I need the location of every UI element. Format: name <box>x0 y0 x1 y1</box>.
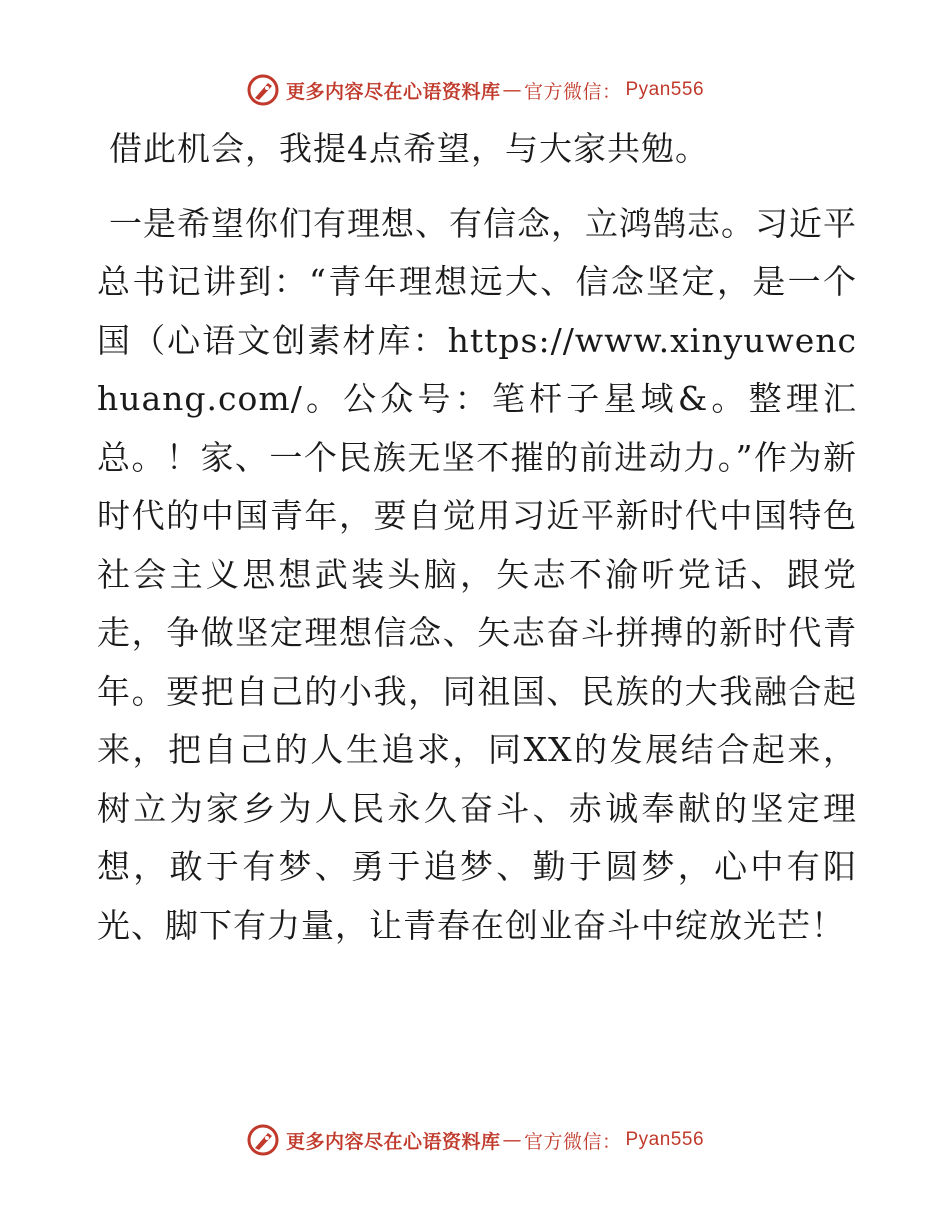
watermark-dash: — <box>502 1129 522 1151</box>
watermark-wechat-id: Pyan556 <box>625 1129 705 1150</box>
document-body <box>97 120 857 955</box>
paragraph-intro: 借此机会，我提4点希望，与大家共勉。 <box>109 129 709 168</box>
watermark-wechat-label: 官方微信： <box>523 1130 622 1153</box>
pen-nib-logo-icon <box>246 1123 280 1157</box>
pen-nib-logo-icon <box>246 73 280 107</box>
paragraph-point-one: 一是希望你们有理想、有信念，立鸿鹄志。习近平总书记讲到：“青年理想远大、信念坚定，是一个国（心语文创素材库：https://www.xinyuwenchuang.com/。公众号：笔杆子星域&。整理汇总。！家、一个民族无坚不摧的前进动力。”作为新时代的中国青年，要自觉用习近平新时代中国特色社会主义思想武装头脑，矢志不渝听党话、跟党走，争做坚定理想信念、矢志奋斗拼搏的新时代青年。要把自己的小我，同祖国、民族的大我融合起来，把自己的人生追求，同XX的发展结合起来，树立为家乡为人民永久奋斗、赤诚奉献的坚定理想，敢于有梦、勇于追梦、勤于圆梦，心中有阳光、脚下有力量，让青春在创业奋斗中绽放光芒！ <box>97 203 857 945</box>
header-watermark <box>0 70 950 110</box>
watermark-dash: — <box>502 79 522 101</box>
footer-watermark <box>0 1120 950 1160</box>
watermark-main-text: 更多内容尽在心语资料库 <box>285 80 501 103</box>
watermark-wechat-label: 官方微信： <box>523 80 622 103</box>
watermark-wechat-id: Pyan556 <box>625 79 705 100</box>
watermark-main-text: 更多内容尽在心语资料库 <box>285 1130 501 1153</box>
